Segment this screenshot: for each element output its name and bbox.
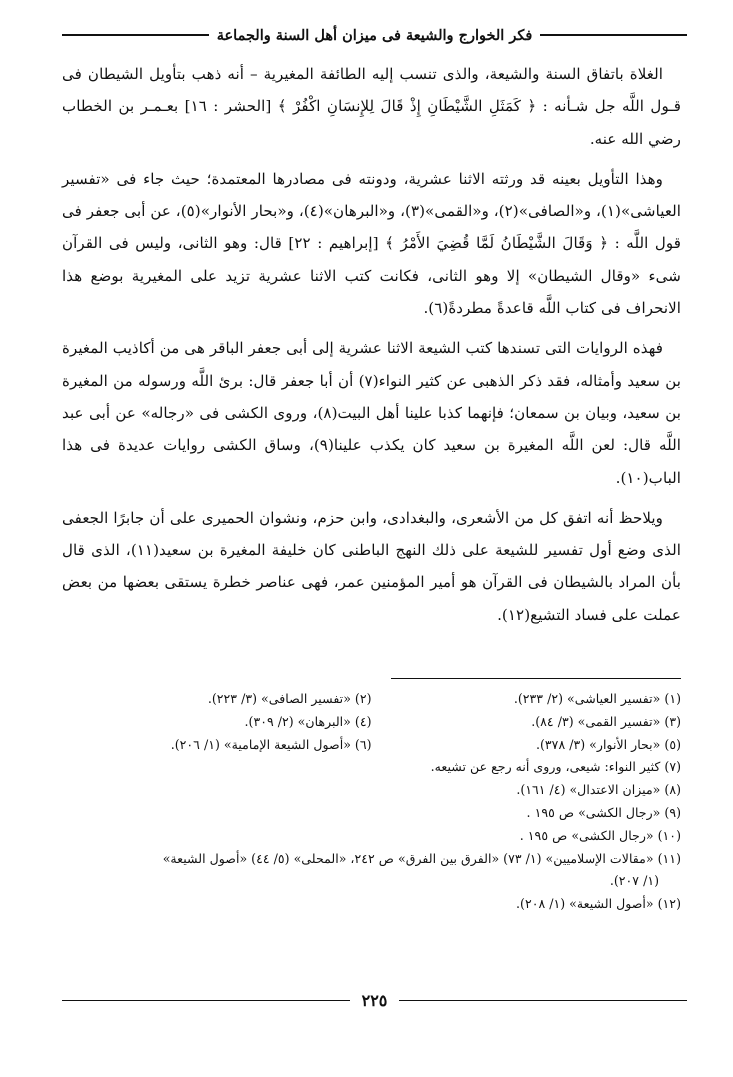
text-line: عن أبى جعفر فى قول اللَّه : ﴿ وَقَالَ الشَّيْطَانُ لَمَّا قُضِيَ الأَمْرُ ﴾ [إبراهيم : ٢٢] قال: وهو الثانى، xyxy=(62,202,682,253)
running-header xyxy=(62,22,687,48)
footnote-4: (٤) «البرهان» (٢/ ٣٠٩). xyxy=(244,713,372,729)
paragraph-4 xyxy=(62,502,681,631)
footnote-3: (٣) «تفسير القمى» (٣/ ٨٤). xyxy=(531,713,681,729)
footnote-10: (١٠) «رجال الكشى» ص ١٩٥ . xyxy=(519,827,681,843)
footnote-11-line-2: (١/ ٢٠٧). xyxy=(609,873,659,889)
footnote-12: (١٢) «أصول الشيعة» (١/ ٢٠٨). xyxy=(516,896,681,912)
paragraph-3 xyxy=(62,332,681,493)
footnote-row xyxy=(62,734,681,757)
text-line: المغيرة بن سعيد وأمثاله، فقد ذكر الذهبى عن كثير النواء(٧) أن أبا جعفر قال: برئ اللَّه ورسوله xyxy=(62,339,681,390)
footnote-5: (٥) «بحار الأنوار» (٣/ ٣٧٨). xyxy=(536,736,681,752)
text-line: سعيد(١١)، الذى قال بأن المراد بالشيطان فى القرآن هو أمير المؤمنين عمر، فهى عناصر خطرة xyxy=(62,541,681,592)
text-line: فهذه الروايات التى تسندها كتب الشيعة الاثنا عشرية إلى أبى جعفر الباقر هى من أكاذيب xyxy=(112,339,663,358)
paragraph-1 xyxy=(62,58,681,155)
footnote-2: (٢) «تفسير الصافى» (٣/ ٢٢٣). xyxy=(207,691,372,706)
running-title: فكر الخوارج والشيعة فى ميزان أهل السنة والجماعة xyxy=(216,26,533,44)
footnote-1: (١) «تفسير العياشى» (٢/ ٢٣٣). xyxy=(513,691,681,706)
text-line: الغلاة باتفاق السنة والشيعة، والذى تنسب إليه الطائفة المغيرية – أنه ذهب بتأويل الشيطان فى xyxy=(62,65,663,83)
text-line: يستقى بعضها من بعض عملت على فساد التشيع(١٢). xyxy=(62,573,681,624)
text-line: قـول اللَّه جل شـأنه : ﴿ كَمَثَلِ الشَّيْطَانِ إِذْ قَالَ لِلإِنسَانِ اكْفُرْ ﴾ [الحشر : ١٦] بعـمـر بن xyxy=(118,97,682,116)
footnote-row xyxy=(62,688,681,711)
footer-rule-left xyxy=(62,1000,350,1001)
text-line: «تفسير العياشى»(١)، و«الصافى»(٢)، و«القمى»(٣)، و«البرهان»(٤)، و«بحار الأنوار»(٥)، xyxy=(62,169,682,221)
footnote-11-line-1: (١١) «مقالات الإسلاميين» (١/ ٧٣) «الفرق بين الفرق» ص ٢٤٢، «المحلى» (٥/ ٤٤) «أصول الشيعة» xyxy=(162,850,681,866)
text-line: من المغيرة بن سعيد، وبيان بن سمعان؛ فإنهما كذبا علينا أهل البيت(٨)، وروى الكشى فى xyxy=(62,371,682,422)
page-number: ٢٢٥ xyxy=(361,990,388,1010)
footer-rule-right xyxy=(399,1000,687,1001)
footnotes-separator xyxy=(391,678,681,679)
footnote-6: (٦) «أصول الشيعة الإمامية» (١/ ٢٠٦). xyxy=(170,736,372,752)
text-line: روايات عديدة فى هذا الباب(١٠). xyxy=(62,436,681,487)
footnote-9: (٩) «رجال الكشى» ص ١٩٥ . xyxy=(526,804,681,820)
footnotes xyxy=(62,688,681,916)
page-footer xyxy=(62,990,687,1010)
footnote-7: (٧) كثير النواء: شيعى، وروى أنه رجع عن تشيعه. xyxy=(430,759,681,775)
main-text xyxy=(62,58,681,639)
paragraph-2 xyxy=(62,163,681,324)
text-line: المغيرية بوضع هذا الانحراف فى كتاب اللَّه قاعدةً مطردةً(٦). xyxy=(62,266,681,318)
text-line: جابرًا الجعفى الذى وضع أول تفسير للشيعة على ذلك النهج الباطنى كان خليفة المغيرة بن xyxy=(62,508,681,560)
header-rule-left xyxy=(62,34,209,36)
header-rule-right xyxy=(540,34,687,36)
text-line: «رجاله» عن أبى عبد اللَّه قال: لعن اللَّه المغيرة بن سعيد كان يكذب علينا(٩)، وساق الكشى xyxy=(62,403,682,455)
footnote-row xyxy=(62,711,681,734)
text-line: وليس فى القرآن شىء «وقال الشيطان» إلا وهو الثانى، فكانت كتب الاثنا عشرية تزيد على xyxy=(62,234,682,285)
footnote-8: (٨) «ميزان الاعتدال» (٤/ ١٦١). xyxy=(516,782,681,798)
footnote-11 xyxy=(62,848,681,894)
text-line: وهذا التأويل بعينه قد ورثته الاثنا عشرية، ودونته فى مصادرها المعتمدة؛ حيث جاء فى xyxy=(116,169,664,188)
text-line: الخطاب رضي الله عنه. xyxy=(62,97,681,148)
text-line: ويلاحظ أنه اتفق كل من الأشعرى، والبغدادى، وابن حزم، ونشوان الحميرى على أن xyxy=(149,508,663,527)
